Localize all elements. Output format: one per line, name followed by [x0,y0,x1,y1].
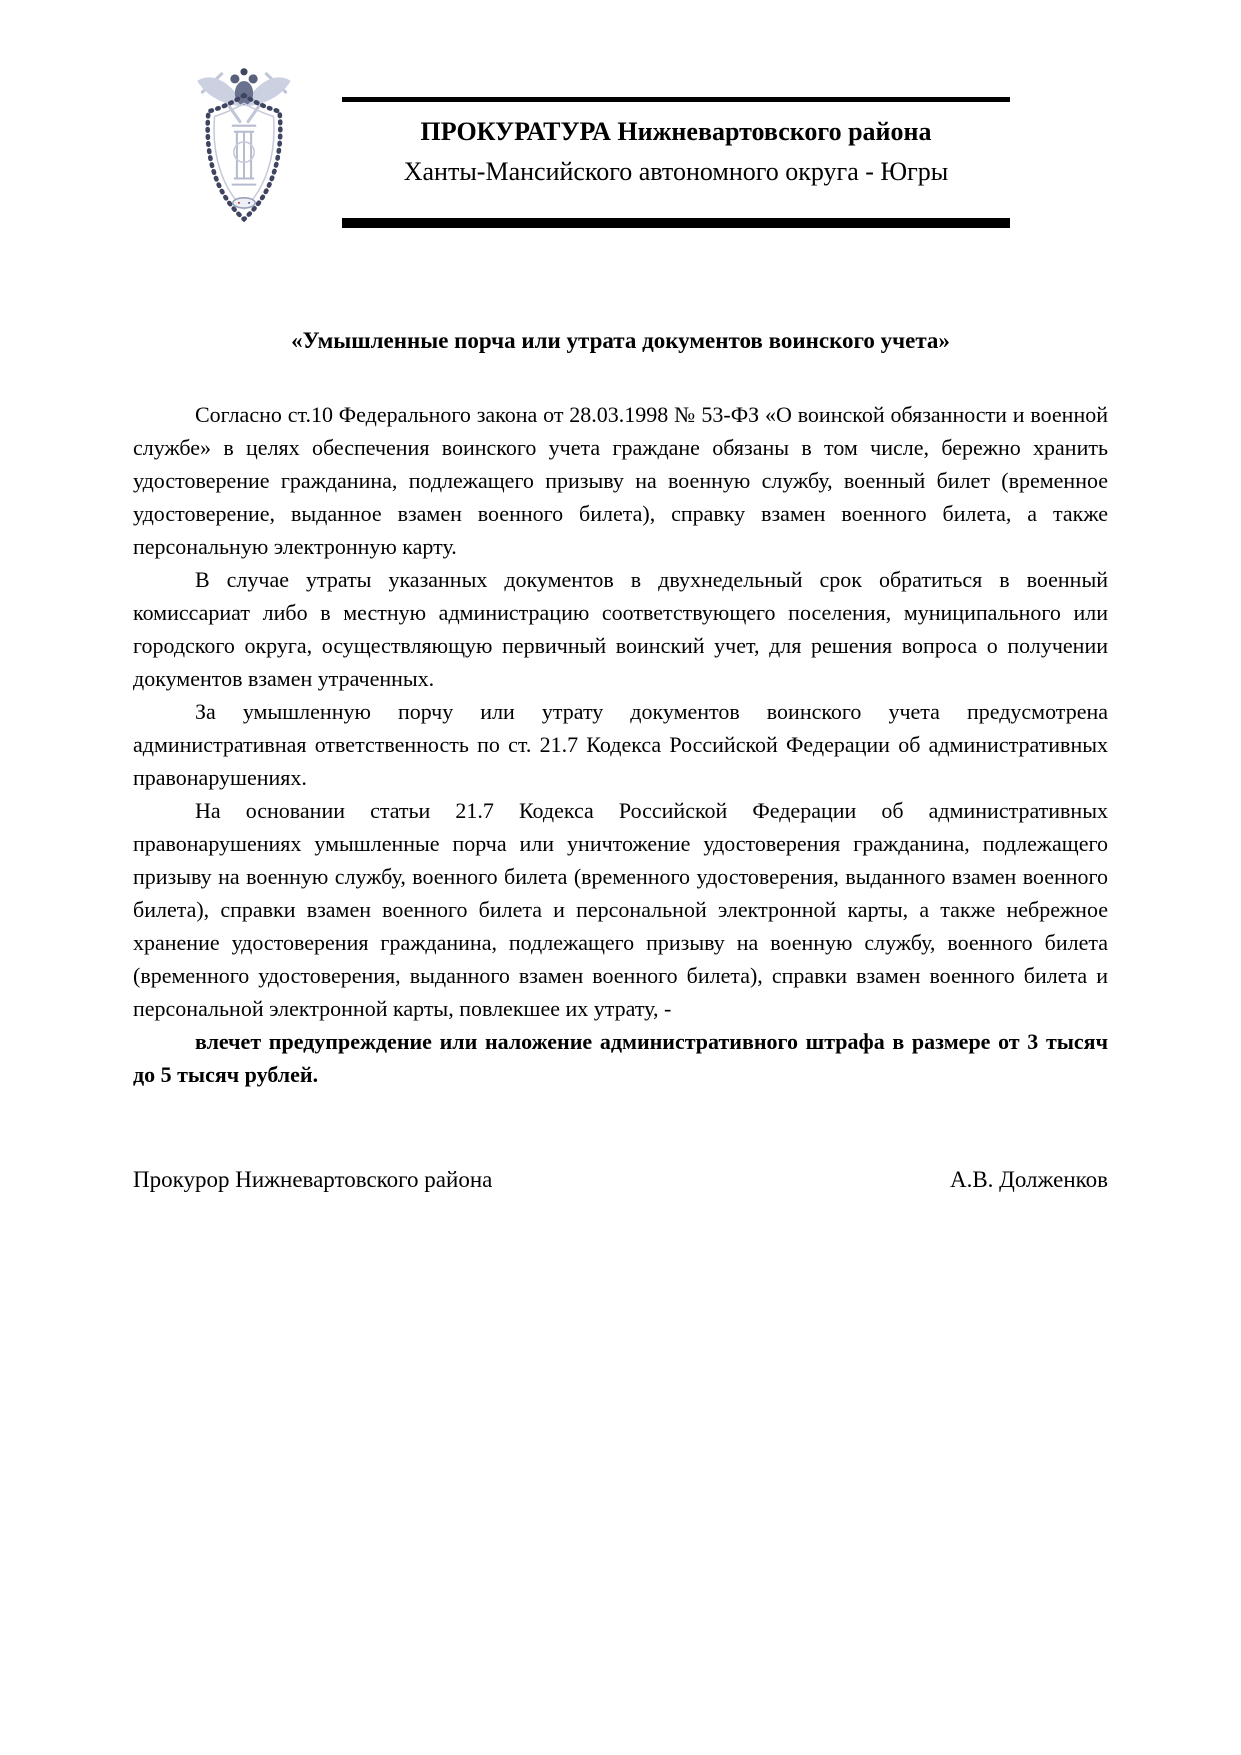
body-paragraph: Согласно ст.10 Федерального закона от 28.03.1998 № 53-ФЗ «О воинской обязанности и военной службе» в целях обеспечения воинского учета граждане обязаны в том числе, бережно хранить удостоверение гражданина, подлежащего призыву на военную службу, военный билет (временное удостоверение, выданное взамен военного билета), справку взамен военного билета, а также персональную электронную карту. [133,402,1108,559]
body-paragraph: За умышленную порчу или утрату документов воинского учета предусмотрена административная ответственность по ст. 21.7 Кодекса Российской Федерации об административных правонарушениях. [133,699,1108,790]
letterhead [342,97,1010,228]
signature-position: Прокурор Нижневартовского района [133,1167,493,1192]
letterhead-bottom-rule [342,218,1010,228]
signature-name: А.В. Долженков [949,1167,1108,1192]
letterhead-top-rule [342,97,1010,102]
org-name-line1: ПРОКУРАТУРА Нижневартовского района [420,117,932,146]
org-name-line2: Ханты-Мансийского автономного округа - Югры [403,157,949,186]
document-body [133,326,1108,1195]
document-title: «Умышленные порча или утрата документов воинского учета» [291,328,950,353]
body-paragraph: В случае утраты указанных документов в двухнедельный срок обратиться в военный комиссариат либо в местную администрацию соответствующего поселения, муниципального или городского округа, осуществляющую первичный воинский учет, для решения вопроса о получении документов взамен утраченных. [133,567,1108,691]
signature-row [133,1165,1108,1195]
body-paragraph: На основании статьи 21.7 Кодекса Российской Федерации об административных правонарушениях умышленные порча или уничтожение удостоверения гражданина, подлежащего призыву на военную службу, военного билета (временного удостоверения, выданного взамен военного билета), справки взамен военного билета и персональной электронной карты, а также небрежное хранение удостоверения гражданина, подлежащего призыву на военную службу, военного билета (временного удостоверения, выданного взамен военного билета), справки взамен военного билета и персональной электронной карты, повлекшее их утрату, - [133,798,1108,1021]
prosecutor-emblem-icon [181,64,307,228]
body-paragraph: влечет предупреждение или наложение административного штрафа в размере от 3 тысяч до 5 тысяч рублей. [133,1029,1108,1087]
